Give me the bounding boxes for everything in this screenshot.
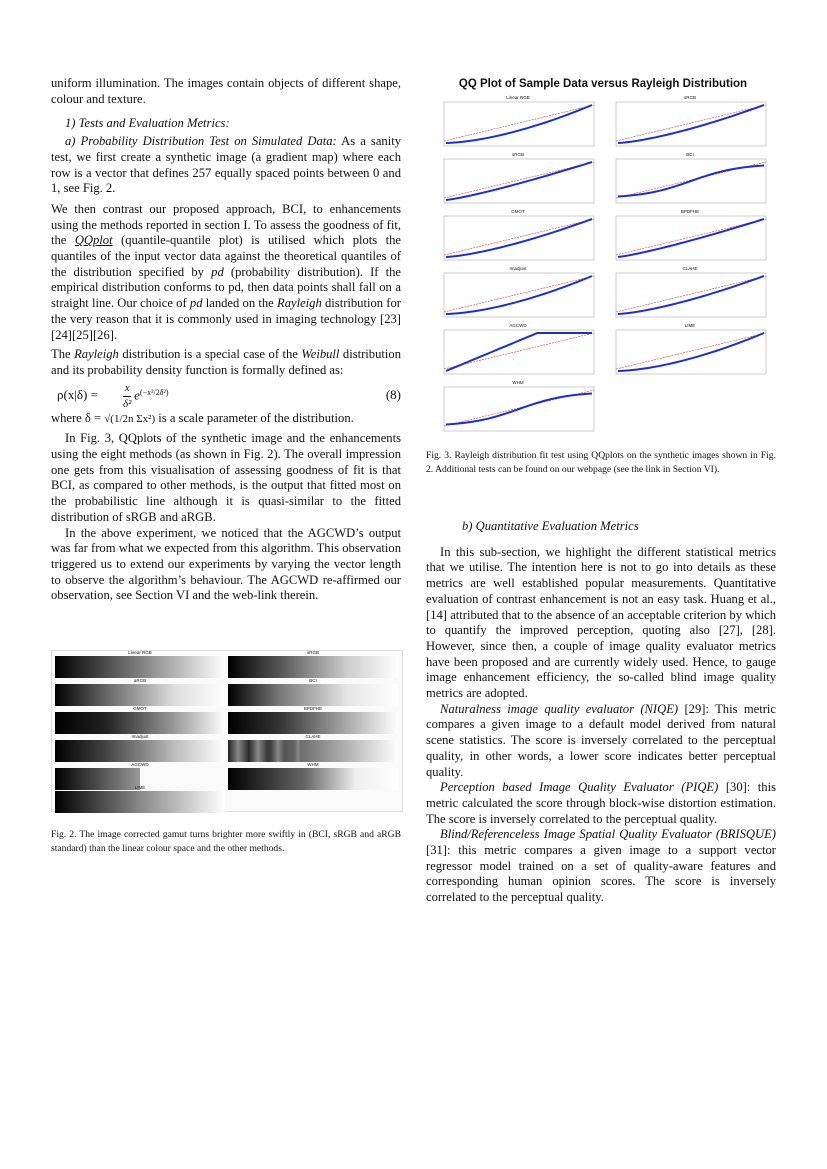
term: Weibull xyxy=(301,347,340,362)
plot-frame xyxy=(616,330,766,374)
qq-plot xyxy=(438,158,598,210)
metric-name: Perception based Image Quality Evaluator (PIQE) xyxy=(440,780,719,795)
qq-panel-title: LIME xyxy=(684,323,696,328)
paragraph xyxy=(51,202,401,343)
strip-label: aRGB xyxy=(133,678,147,683)
text: [31]: this metric compares a given image to a support vector regressor model trained on a set of quality-aware features and corresponding human opinion scores. The score is inversely correlated to the perceptual quality. xyxy=(426,843,776,905)
qq-panel-title: BCI xyxy=(686,152,694,157)
strip-label: BCI xyxy=(309,678,317,683)
plot-frame xyxy=(616,102,766,146)
strip-label: sRGB xyxy=(306,650,319,655)
figure-3-title: QQ Plot of Sample Data versus Rayleigh Distribution xyxy=(458,78,748,90)
gradient-strip xyxy=(228,656,398,678)
paragraph xyxy=(426,827,776,906)
strip-label: AGCWD xyxy=(131,762,149,767)
qq-panel-title: BPDFHE xyxy=(680,209,700,214)
equation-8 xyxy=(51,381,401,411)
strip-label: Imadjust xyxy=(131,734,149,739)
qq-plot xyxy=(438,329,598,381)
qq-panel xyxy=(438,152,598,213)
equation-number: (8) xyxy=(385,386,401,402)
paragraph xyxy=(426,702,776,781)
gradient-strip xyxy=(55,740,225,762)
qq-panel xyxy=(610,152,770,213)
plot-frame xyxy=(444,216,594,260)
gradient-strip xyxy=(228,712,398,734)
qq-panel-title: WHM xyxy=(512,380,524,385)
qq-panel xyxy=(610,209,770,270)
paragraph: In this sub-section, we highlight the different statistical metrics that we utilise. The intention here is not to go into details as these metrics are well established popular measurements. Quantitative evaluation of contrast enhancement is not an easy task. Huang et al., [14] attributed that to the absence of an acceptable criterion by which to quantify the improved perception, quoting also [27], [28]. However, since then, a couple of image quality evaluator metrics have been proposed and are currently widely used. Hence, to gauge image enhancement efficiency, the so-called blind image quality metrics are adopted. xyxy=(426,544,776,701)
text: We then contrast our proposed approach, BCI, to enhancements using the methods reported in section I. To assess the goodness of fit, the xyxy=(51,201,401,248)
paragraph: In Fig. 3, QQplots of the synthetic image and the enhancements using the eight methods (as shown in Fig. 2). The overall impression one gets from this visualisation of assessing goodness of fit is that BCI, as compared to other methods, is the output that fitted most on the probabilistic line although it is quasi-similar to the fitted distribution of sRGB and aRGB. xyxy=(51,431,401,524)
sqrt-expression: √(1/2n Σx²) xyxy=(104,412,156,425)
text: The xyxy=(51,347,75,362)
qq-plot xyxy=(438,215,598,267)
qq-panel xyxy=(438,380,598,441)
text: distribution is a special case of the xyxy=(118,347,302,362)
paragraph: In the above experiment, we noticed that the AGCWD’s output was far from what we expected from this algorithm. This observation triggered us to extend our experiments by varying the vector length to observe the algorithm’s behaviour. The AGCWD re-affirmed our observation, see Section VI and the web-link therein. xyxy=(51,525,401,603)
gradient-strip xyxy=(228,740,398,762)
plot-frame xyxy=(444,102,594,146)
paragraph xyxy=(51,347,401,378)
equation-rhs: $\frac{x}{\text{δ²}}$ $e^{(-x^2/2\delta^2)}$ xyxy=(123,381,169,411)
paragraph xyxy=(51,134,401,197)
qq-panel-title: sRGB xyxy=(683,95,696,100)
plot-frame xyxy=(444,330,594,374)
gradient-strip xyxy=(55,791,225,813)
strip-label: BPDFHE xyxy=(303,706,323,711)
qq-plot xyxy=(438,386,598,438)
right-column xyxy=(426,516,776,906)
subsection-heading: b) Quantitative Evaluation Metrics xyxy=(462,519,639,533)
qq-panel xyxy=(610,266,770,327)
paragraph: uniform illumination. The images contain objects of different shape, colour and texture. xyxy=(51,76,401,106)
qq-panel xyxy=(610,323,770,384)
strip-label: Linear RGB xyxy=(128,650,152,655)
term: QQplot xyxy=(74,233,113,248)
metric-name: Blind/Referenceless Image Spatial Quality Evaluator (BRISQUE) xyxy=(440,827,776,842)
text: [29]: This metric compares a given image to a default model derived from natural scene statistics. The score is inversely correlated to the perceptual quality, in other words, a lower score indicates better perceptual quality. xyxy=(426,701,776,779)
qq-plot-grid xyxy=(430,93,776,438)
qq-plot xyxy=(438,101,598,153)
qq-plot xyxy=(610,329,770,381)
text: landed on the xyxy=(202,296,277,311)
qq-panel-title: Linear RGB xyxy=(506,95,530,100)
strip-label: GMOT xyxy=(133,706,147,711)
qq-panel xyxy=(438,209,598,270)
text: distribution for the very reason that it is commonly used in imaging technology [23][24][25][26]. xyxy=(51,296,401,342)
text: (probability distribution). If the empirical distribution conforms to pd, then data points shall fall on a straight line. Our choice of xyxy=(51,264,401,311)
term: Rayleigh xyxy=(74,347,119,362)
metric-name: Naturalness image quality evaluator (NIQE) xyxy=(440,701,679,716)
equation-lhs: ρ(x|δ) = xyxy=(57,386,98,402)
paragraph xyxy=(51,411,401,428)
gradient-strip xyxy=(228,684,398,706)
text: is a scale parameter of the distribution. xyxy=(155,410,354,425)
term: pd xyxy=(211,264,224,279)
text: [30]: this metric calculated the score through block-wise distortion estimation. The score is inversely correlated to the perceptual quality. xyxy=(426,780,776,826)
qq-panel xyxy=(438,95,598,156)
section-heading: 1) Tests and Evaluation Metrics: xyxy=(65,116,230,131)
text: where δ = xyxy=(51,410,105,425)
qq-panel-title: CLAHE xyxy=(682,266,698,271)
gradient-strip xyxy=(55,712,225,734)
text: distribution and its probability density function is formally defined as: xyxy=(51,347,401,377)
text: As a sanity test, we first create a synthetic image (a gradient map) where each row is a vector that defines 257 equally spaced points between 0 and 1, see Fig. 2. xyxy=(51,134,401,196)
strip-label: CLAHE xyxy=(305,734,321,739)
plot-frame xyxy=(444,273,594,317)
term: Rayleigh xyxy=(277,296,322,311)
term: pd xyxy=(189,296,203,311)
subsection-title: a) Probability Distribution Test on Simulated Data: xyxy=(65,134,337,149)
plot-frame xyxy=(616,273,766,317)
strip-label: WHM xyxy=(307,762,319,767)
qq-plot xyxy=(610,158,770,210)
figure-3 xyxy=(430,78,776,443)
qq-plot xyxy=(610,101,770,153)
gradient-strip xyxy=(55,684,225,706)
qq-plot xyxy=(610,215,770,267)
qq-panel-title: sRGB xyxy=(511,152,524,157)
qq-panel xyxy=(438,323,598,384)
qq-panel-title: AGCWD xyxy=(509,323,527,328)
text: (quantile-quantile plot) is utilised which plots the quantiles of the input vector data against the theoretical quantiles of the distribution specified by xyxy=(51,233,401,279)
qq-plot xyxy=(610,272,770,324)
qq-panel-title: GMOT xyxy=(511,209,525,214)
strip-label: LIME xyxy=(134,785,146,790)
gradient-strip xyxy=(55,656,225,678)
qq-panel xyxy=(610,95,770,156)
paragraph xyxy=(426,780,776,827)
figure-2 xyxy=(51,650,403,812)
figure-3-caption: Fig. 3. Rayleigh distribution fit test using QQplots on the synthetic images shown in Fig. 2. Additional tests can be found on our webpage (see the link in Section VI). xyxy=(426,450,776,475)
qq-panel-title: Imadjust xyxy=(509,266,527,271)
qq-plot xyxy=(438,272,598,324)
left-column xyxy=(51,76,401,604)
gradient-strip xyxy=(228,768,398,790)
qq-panel xyxy=(438,266,598,327)
figure-2-caption: Fig. 2. The image corrected gamut turns brighter more swiftly in (BCI, sRGB and aRGB standard) than the linear colour space and the other methods. xyxy=(51,829,401,854)
